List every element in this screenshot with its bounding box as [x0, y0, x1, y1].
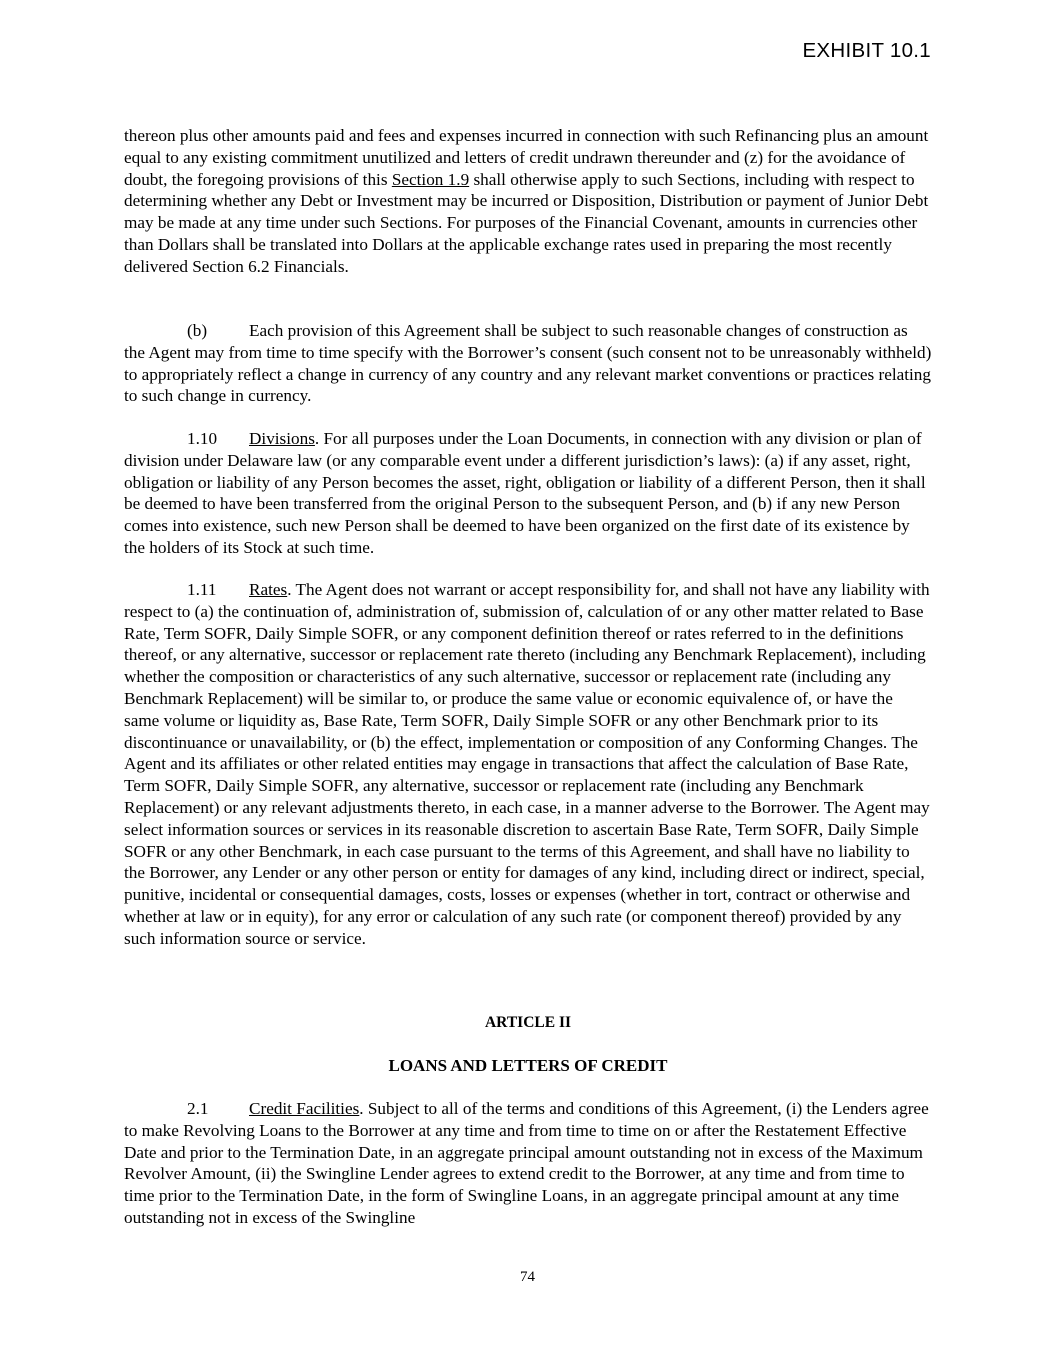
- section-number: 1.11: [187, 580, 217, 599]
- clause-text: Each provision of this Agreement shall be subject to such reasonable changes of construction as the Agent may from time to time specify with the Borrower’s consent (such consent not to be unreasonably withheld) to appropriately reflect a change in currency of any country and any relevant market conventions or practices relating to such change in currency.: [124, 321, 932, 406]
- page-number: 74: [520, 1269, 535, 1285]
- section-text: . Subject to all of the terms and conditions of this Agreement, (i) the Lenders agree to make Revolving Loans to the Borrower at any time and from time to time on or after the Restatement Effective Date and prior to the Termination Date, in an aggregate principal amount outstanding not in excess of the Maximum Revolver Amount, (ii) the Swingline Lender agrees to extend credit to the Borrower, at any time and from time to time prior to the Termination Date, in the form of Swingline Loans, in an aggregate principal amount at any time outstanding not in excess of the Swingline: [124, 1099, 929, 1227]
- section-2-1: [124, 1098, 932, 1229]
- section-text: . For all purposes under the Loan Documents, in connection with any division or plan of division under Delaware law (or any comparable event under a different jurisdiction’s laws): (a) if any asset, right, obligation or liability of any Person becomes the asset, right, obligation or liability of a different Person, then it shall be deemed to have been transferred from the original Person to the subsequent Person, and (b) if any new Person comes into existence, such new Person shall be deemed to have been organized on the first date of its existence by the holders of its Stock at such time.: [124, 429, 926, 557]
- paragraph-text: thereon plus other amounts paid and fees and expenses incurred in connection with such Refinancing plus an amount equal to any existing commitment unutilized and letters of credit undrawn thereunder and (z) for the avoidance of doubt, the foregoing provisions of this Section 1.9 shall otherwise apply to such Sections, including with respect to determining whether any Debt or Investment may be incurred or Disposition, Distribution or payment of Junior Debt may be made at any time under such Sections. For purposes of the Financial Covenant, amounts in currencies other than Dollars shall be translated into Dollars at the applicable exchange rates used in preparing the most recently delivered Section 6.2 Financials.: [124, 126, 929, 276]
- section-1-11: [124, 579, 932, 950]
- exhibit-label: EXHIBIT 10.1: [802, 39, 931, 62]
- clause-label: (b): [187, 321, 208, 340]
- paragraph-b: [124, 320, 932, 407]
- section-heading: Credit Facilities: [249, 1099, 360, 1118]
- paragraph-continuation: [124, 125, 932, 278]
- section-reference-link: Section 1.9: [391, 169, 470, 189]
- section-number: 2.1: [187, 1099, 209, 1118]
- section-text: . The Agent does not warrant or accept responsibility for, and shall not have any liability with respect to (a) the continuation of, administration of, submission of, calculation of or any other matter related to Base Rate, Term SOFR, Daily Simple SOFR, or any component definition thereof or rates referred to in the definitions thereof, or any alternative, successor or replacement rate thereto (including any Benchmark Replacement), including whether the composition or characteristics of any such alternative, successor or replacement rate (including any Benchmark Replacement) will be similar to, or produce the same value or economic equivalence of, or have the same volume or liquidity as, Base Rate, Term SOFR, Daily Simple SOFR or any other Benchmark prior to its discontinuance or unavailability, or (b) the effect, implementation or composition of any Conforming Changes. The Agent and its affiliates or other related entities may engage in transactions that affect the calculation of Base Rate, Term SOFR, Daily Simple SOFR, any alternative, successor or replacement rate (including any Benchmark Replacement) or any relevant adjustments thereto, in each case, in a manner adverse to the Borrower. The Agent may select information sources or services in its reasonable discretion to ascertain Base Rate, Term SOFR, Daily Simple SOFR or any other Benchmark, in each case pursuant to the terms of this Agreement, and shall have no liability to the Borrower, any Lender or any other person or entity for damages of any kind, including direct or indirect, special, punitive, incidental or consequential damages, costs, losses or expenses (whether in tort, contract or otherwise and whether at law or in equity), for any error or calculation of any such rate (or component thereof) provided by any such information source or service.: [124, 580, 930, 948]
- article-label: ARTICLE II: [484, 1014, 572, 1031]
- section-heading: Rates: [249, 580, 288, 599]
- section-heading: Divisions: [249, 429, 315, 448]
- section-number: 1.10: [187, 429, 218, 448]
- section-1-10: [124, 428, 932, 559]
- article-title: LOANS AND LETTERS OF CREDIT: [388, 1056, 668, 1075]
